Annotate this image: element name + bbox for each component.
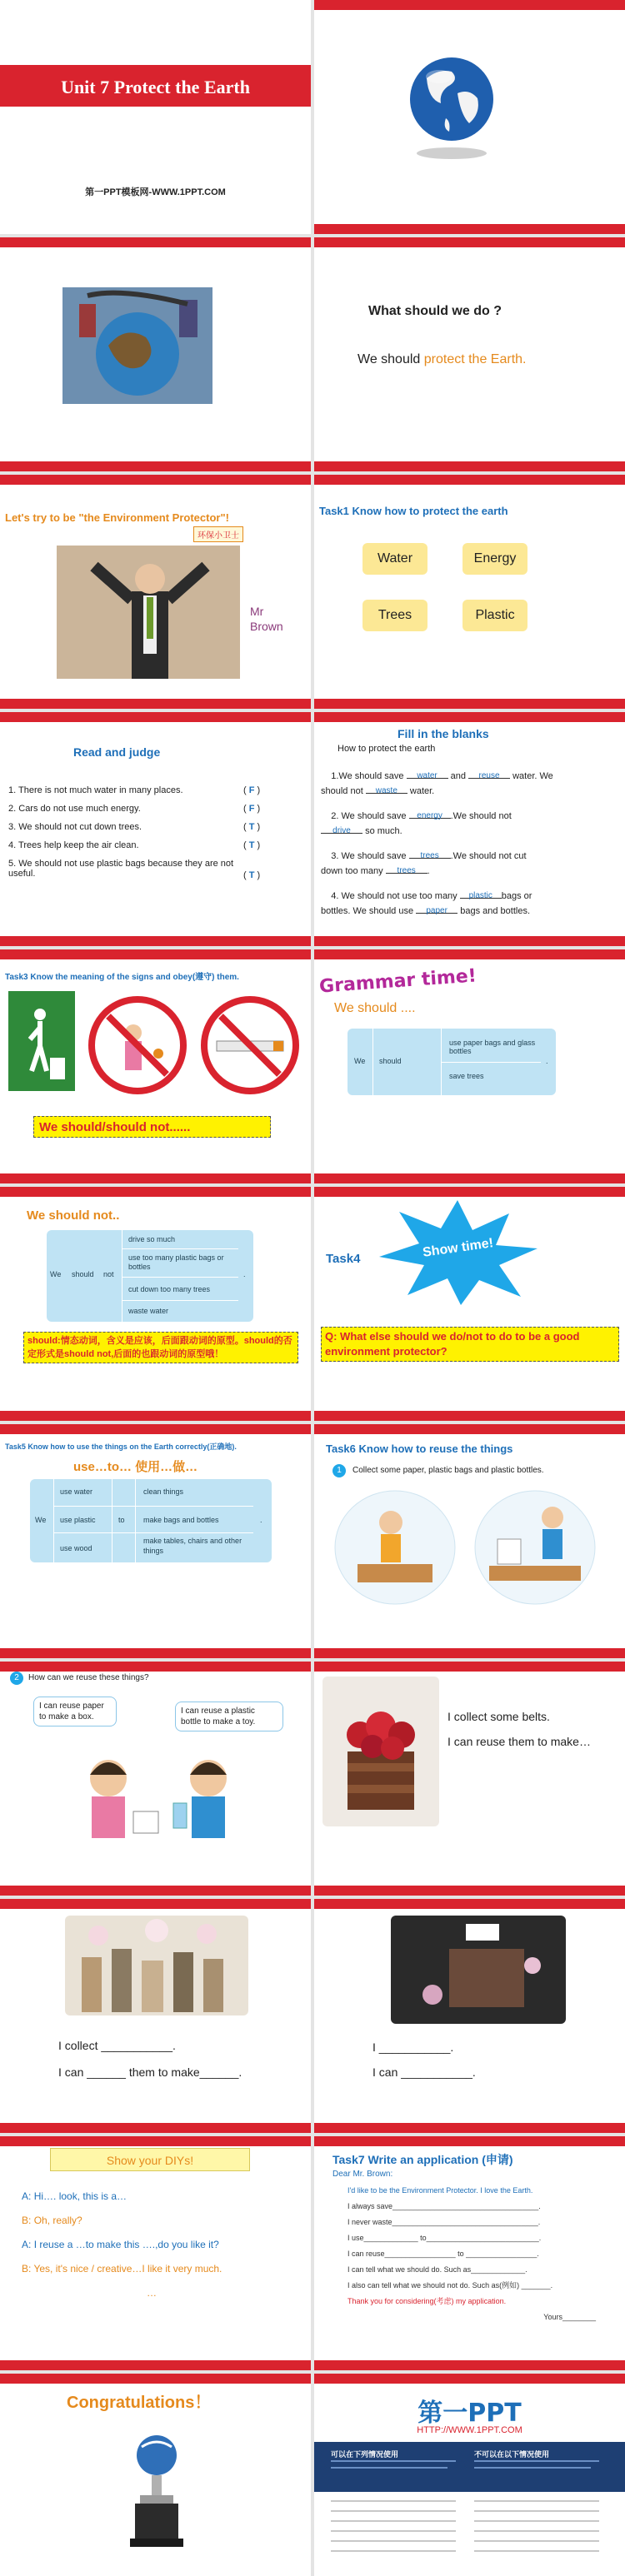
fill-answer: trees: [420, 851, 439, 860]
kids-collecting-illustration: [332, 1489, 458, 1606]
judge-item: 4. Trees help keep the air clean. ( T ): [8, 840, 261, 850]
judge-item: 3. We should not cut down trees. ( T ): [8, 822, 261, 832]
grammar-heading: Grammar time!: [318, 965, 478, 998]
letter-line: I can tell what we should do. Such as_____________.: [348, 2265, 528, 2274]
grammar-table: [348, 1029, 556, 1095]
judge-item: 5. We should not use plastic bags because they are not useful. ( T ): [8, 859, 261, 880]
table-row: drive so much: [128, 1235, 176, 1243]
belts-line2: I can reuse them to make…: [448, 1735, 591, 1748]
bottom-bar: [0, 1411, 311, 1421]
fill-text: should not: [321, 786, 363, 796]
bottom-bar: [0, 936, 311, 946]
top-bar: [314, 1424, 625, 1434]
slide-task6: [314, 1424, 625, 1658]
bottom-bar: [0, 2123, 311, 2133]
bubble-paper: I can reuse paper to make a box.: [33, 1697, 117, 1726]
fill-sub: How to protect the earth: [338, 744, 436, 754]
slide-show-diys: [0, 2136, 311, 2370]
item-number: 2.: [8, 804, 17, 814]
dialogue-speaker: A:: [22, 2239, 32, 2250]
no-smoking-sign-icon: [200, 995, 300, 1095]
item-number: 3.: [8, 822, 17, 832]
letter-line: I always save___________________________________.: [348, 2202, 541, 2210]
fill-answer: paper: [426, 906, 448, 915]
should-not-table: [47, 1230, 253, 1322]
table-dot: .: [260, 1516, 262, 1524]
kids-sorting-illustration: [472, 1489, 598, 1606]
task1-heading: Task1 Know how to protect the earth: [319, 505, 508, 517]
bottom-bar: [0, 1648, 311, 1658]
letter-line: I never waste___________________________________.: [348, 2218, 541, 2226]
table-right: clean things: [143, 1487, 184, 1496]
answer-text: [358, 352, 526, 367]
collect2-line1: I ___________.: [372, 2040, 454, 2054]
task4-heading: Task4: [326, 1252, 361, 1266]
table-row: use too many plastic bags or bottles: [128, 1253, 224, 1271]
item-answer: F: [248, 785, 255, 795]
item-text: Trees help keep the air clean.: [18, 840, 139, 850]
fill-text: .We should not cut: [450, 851, 527, 861]
top-bar: [0, 1424, 311, 1434]
judge-item: 2. Cars do not use much energy. ( F ): [8, 804, 261, 814]
slide-earth-image: [0, 237, 311, 471]
no-picking-flowers-sign-icon: [88, 995, 188, 1095]
dialogue-speaker: B:: [22, 2263, 32, 2275]
bottom-bar: [314, 2123, 625, 2133]
usage-right-head: 不可以在以下情况使用: [474, 2450, 550, 2459]
top-bar: [0, 2374, 311, 2384]
judge-list: [8, 785, 308, 879]
top-bar: [0, 712, 311, 722]
question-text: What should we do ?: [368, 304, 502, 318]
letter-thanks: Thank you for considering(考虑) my application.: [348, 2297, 507, 2305]
belt-flower-pot-photo: [322, 1677, 439, 1826]
fill-text: bottles. We should use: [321, 906, 414, 916]
top-bar: [314, 475, 625, 485]
step-number: 1: [332, 1464, 346, 1477]
fill-text: 4. We should not use too many: [331, 891, 458, 901]
top-bar: [314, 237, 625, 247]
fill-answer: energy: [417, 811, 442, 820]
name-line1: Mr: [250, 605, 264, 618]
bubble-bottle: I can reuse a plastic bottle to make a toy.: [175, 1702, 283, 1731]
trophy-icon: [123, 2432, 190, 2557]
letter-dear: Dear Mr. Brown:: [332, 2170, 393, 2179]
fill-text: 3. We should save: [331, 851, 407, 861]
table-row: use paper bags and glass bottles: [449, 1039, 536, 1055]
should-not-heading: We should not..: [27, 1208, 120, 1223]
fill-paragraph-1: [321, 769, 621, 799]
word-energy: Energy: [462, 543, 528, 575]
table-not: not: [103, 1270, 114, 1278]
item-text: There is not much water in many places.: [18, 785, 183, 795]
fill-answer: plastic: [468, 891, 492, 900]
dialogue-text: I reuse a …to make this ….,do you like it?: [33, 2239, 219, 2250]
protector-heading: Let's try to be "the Environment Protector"!: [5, 511, 229, 524]
congrats-text: Congratulations！: [67, 2394, 212, 2412]
bottom-bar: [314, 2360, 625, 2370]
read-judge-heading: Read and judge: [73, 745, 161, 759]
should-note: should:情态动词，含义是应该，后面跟动词的原型。should的否定形式是should not,后面的也跟动词的原型哦！: [23, 1332, 298, 1363]
table-to: to: [118, 1516, 125, 1524]
dialogue-text: Oh, really?: [33, 2215, 82, 2226]
letter-line: I use_____________ to___________________________.: [348, 2234, 542, 2242]
use-to-pattern: use…to… 使用…做…: [73, 1460, 198, 1474]
slide-task3-signs: [0, 949, 311, 1183]
slide-should-not: [0, 1187, 311, 1421]
protector-badge: 环保小卫士: [193, 526, 243, 542]
bottom-bar: [0, 1173, 311, 1183]
diy-dialogue: [22, 2185, 222, 2305]
dialogue-speaker: B:: [22, 2215, 32, 2226]
fill-text: bags and bottles.: [460, 906, 531, 916]
table-right: make tables, chairs and other things: [143, 1537, 242, 1555]
slide-read-judge: [0, 712, 311, 946]
dialogue-speaker: A:: [22, 2190, 32, 2202]
bottom-bar: [314, 461, 625, 471]
task6-instruction: Collect some paper, plastic bags and plastic bottles.: [352, 1466, 544, 1475]
name-line2: Brown: [250, 620, 283, 633]
dialogue-text: Hi…. look, this is a…: [33, 2190, 128, 2202]
fill-text: so much.: [365, 826, 402, 836]
word-plastic: Plastic: [462, 600, 528, 631]
slide-what-should: [314, 237, 625, 471]
slide-environment-protector: [0, 475, 311, 709]
table-left: use plastic: [60, 1516, 96, 1524]
table-left: use water: [60, 1487, 93, 1496]
task5-heading: Task5 Know how to use the things on the Earth correctly(正确地).: [5, 1442, 237, 1451]
slide-grammar: [314, 949, 625, 1183]
judge-item: 1. There is not much water in many places. ( F ): [8, 785, 261, 795]
slide-title-text: Unit 7 Protect the Earth: [61, 77, 250, 97]
item-text: We should not cut down trees.: [18, 822, 142, 832]
item-text: Cars do not use much energy.: [18, 804, 141, 814]
slide-task4: [314, 1187, 625, 1421]
top-bar: [0, 1899, 311, 1909]
item-number: 5.: [8, 859, 17, 869]
fill-heading: Fill in the blanks: [398, 727, 489, 740]
slide-congratulations: [0, 2374, 311, 2576]
fill-text: water.: [409, 786, 435, 796]
item-text: We should not use plastic bags because they are not useful.: [8, 859, 234, 879]
polluted-earth-icon: [62, 287, 212, 404]
task3-heading: Task3 Know the meaning of the signs and obey(遵守) them.: [5, 973, 239, 982]
mr-brown-photo: [57, 546, 240, 679]
fill-text: 2. We should save: [331, 811, 407, 821]
use-to-table: [30, 1479, 272, 1562]
slide-reuse-question: [0, 1662, 311, 1896]
task6-heading: Task6 Know how to reuse the things: [326, 1442, 513, 1455]
globe-icon: [406, 53, 498, 162]
table-we: We: [50, 1270, 62, 1278]
dialogue-line: [22, 2209, 222, 2233]
belts-line1: I collect some belts.: [448, 1710, 550, 1723]
letter-yours: Yours________: [543, 2313, 596, 2321]
fill-text: .: [427, 866, 430, 876]
item-answer: T: [248, 840, 255, 850]
top-bar: [314, 1662, 625, 1672]
top-bar: [314, 2374, 625, 2384]
fill-paragraph-4: [321, 889, 621, 919]
diy-banner: Show your DIYs!: [50, 2148, 250, 2171]
fill-text: .We should not: [450, 811, 512, 821]
link-list: [331, 2500, 606, 2564]
item-number: 1.: [8, 785, 17, 795]
top-bar: [314, 712, 625, 722]
answer-prefix: We should: [358, 352, 424, 366]
fill-text: water. We: [512, 771, 553, 781]
dialogue-line: [22, 2185, 222, 2209]
fill-text: 1.We should save: [331, 771, 404, 781]
brand-url[interactable]: HTTP://WWW.1PPT.COM: [417, 2425, 522, 2435]
letter-body: [348, 2183, 614, 2325]
slide-task7: [314, 2136, 625, 2370]
task7-heading: Task7 Write an application (申请): [332, 2153, 513, 2166]
slide-title: [0, 0, 311, 234]
slide-branding: [314, 2374, 625, 2576]
slide-globe: [314, 0, 625, 234]
kids-reusing-illustration: [58, 1745, 258, 1853]
bottom-bar: [314, 1411, 625, 1421]
dialogue-text: Yes, it's nice / creative…I like it very much.: [33, 2263, 222, 2275]
signs-caption: We should/should not......: [33, 1116, 271, 1138]
reuse-question: How can we reuse these things?: [28, 1673, 149, 1682]
table-row: waste water: [128, 1307, 169, 1315]
dialogue-line: [22, 2257, 222, 2281]
top-bar: [314, 949, 625, 959]
table-right: make bags and bottles: [143, 1516, 219, 1524]
bottom-bar: [0, 699, 311, 709]
grammar-sub: We should ....: [334, 1001, 416, 1015]
top-bar: [0, 2136, 311, 2146]
bottom-bar: [314, 1886, 625, 1896]
slide-collect-blank-2: [314, 1899, 625, 2133]
collect2-line2: I can ___________.: [372, 2065, 476, 2079]
bottom-bar: [314, 699, 625, 709]
bottom-bar: [314, 1648, 625, 1658]
task4-question: Q: What else should we do/not to do to be a good environment protector?: [321, 1327, 619, 1362]
answer-highlight: protect the Earth.: [423, 352, 527, 366]
top-bar: [0, 1662, 311, 1672]
item-number: 4.: [8, 840, 17, 850]
letter-line: I also can tell what we should not do. Such as(例如) _______.: [348, 2281, 553, 2290]
top-bar: [0, 237, 311, 247]
top-bar: [314, 1899, 625, 1909]
step-number: 2: [10, 1672, 23, 1685]
slide-task5: [0, 1424, 311, 1658]
collect-line2: I can ______ them to make______.: [58, 2065, 242, 2079]
item-answer: T: [248, 822, 255, 832]
table-should: should: [72, 1270, 94, 1278]
bottom-bar: [0, 461, 311, 471]
bottle-vases-photo: [65, 1916, 248, 2015]
word-trees: Trees: [362, 600, 428, 631]
fill-answer: trees: [397, 866, 416, 875]
fill-text: bags or: [501, 891, 532, 901]
no-litter-sign-icon: [8, 991, 75, 1091]
fill-paragraph-3: [321, 849, 621, 879]
slide-fill-blanks: [314, 712, 625, 946]
slide-belts: [314, 1662, 625, 1896]
top-bar: [0, 1187, 311, 1197]
usage-left-head: 可以在下列情况使用: [331, 2450, 399, 2459]
word-water: Water: [362, 543, 428, 575]
collect-line1: I collect ___________.: [58, 2039, 176, 2052]
table-row: cut down too many trees: [128, 1285, 211, 1293]
mr-brown-label: [250, 604, 283, 634]
bottom-bar: [0, 2360, 311, 2370]
fill-text: and: [450, 771, 466, 781]
item-answer: T: [248, 870, 255, 880]
top-bar: [314, 0, 625, 10]
bottom-bar: [314, 224, 625, 234]
top-bar: [0, 475, 311, 485]
fill-paragraph-2: [321, 809, 621, 839]
table-should: should: [379, 1057, 402, 1065]
letter-line: I'd like to be the Environment Protector. I love the Earth.: [348, 2186, 533, 2195]
table-row: save trees: [449, 1072, 484, 1080]
dialogue-line: [22, 2233, 222, 2257]
table-we: We: [354, 1057, 366, 1065]
fill-answer: reuse: [478, 771, 500, 780]
dialogue-dots: …: [147, 2287, 157, 2299]
top-bar: [314, 1187, 625, 1197]
bottom-bar: [314, 936, 625, 946]
bottom-bar: [314, 1173, 625, 1183]
fill-answer: water: [417, 771, 438, 780]
table-dot: .: [546, 1057, 548, 1065]
slide-collect-blank: [0, 1899, 311, 2133]
fill-answer: waste: [375, 786, 398, 795]
handmade-craft-photo: [391, 1916, 566, 2024]
table-we: We: [35, 1516, 47, 1524]
footer-text: 第一PPT模板网-WWW.1PPT.COM: [85, 187, 226, 197]
usage-panel: [314, 2442, 625, 2492]
brand-logo: 第一PPT: [418, 2399, 522, 2428]
slide-task1: [314, 475, 625, 709]
bottom-bar: [0, 1886, 311, 1896]
table-left: use wood: [60, 1544, 92, 1552]
top-bar: [314, 2136, 625, 2146]
burst-text: Show time!: [422, 1236, 495, 1260]
fill-answer: drive: [332, 826, 351, 835]
letter-line: I can reuse_________________ to _________________.: [348, 2250, 539, 2258]
table-dot: .: [243, 1270, 246, 1278]
top-bar: [0, 949, 311, 959]
fill-text: down too many: [321, 866, 383, 876]
item-answer: F: [248, 804, 255, 814]
